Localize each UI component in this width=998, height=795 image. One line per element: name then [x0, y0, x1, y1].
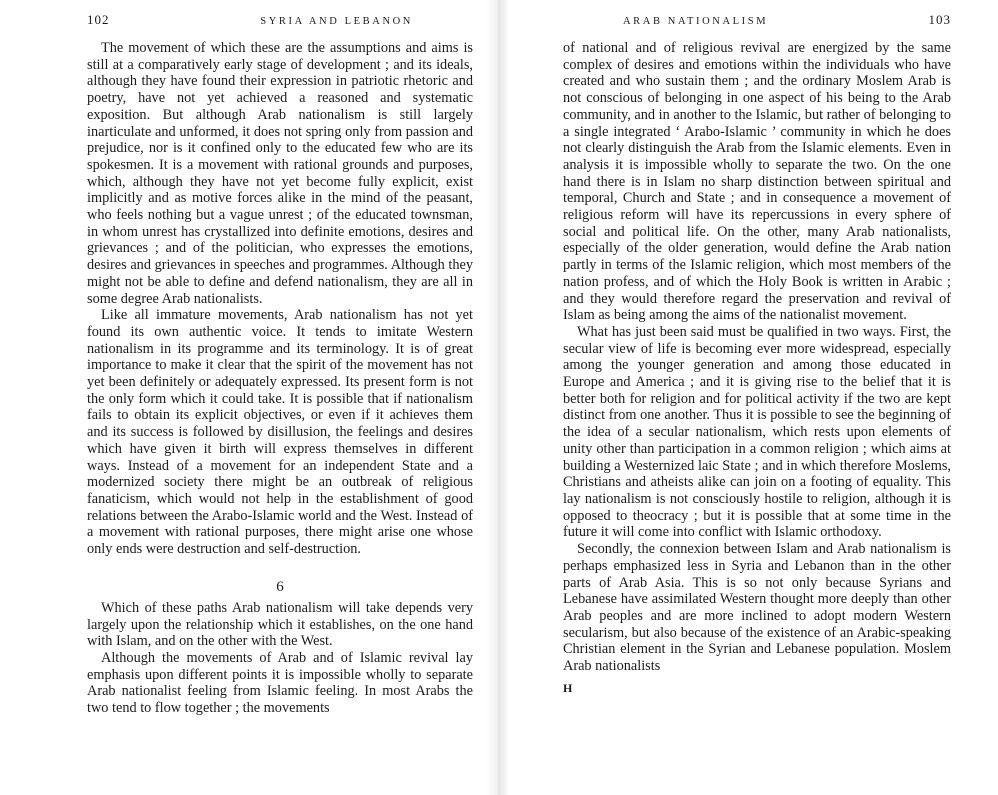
left-running-head — [87, 12, 473, 40]
left-page-number: 102 — [87, 12, 110, 27]
paragraph: Like all immature movements, Arab nationalism has not yet found its own authentic voice. It tends to imitate Western nationalism in its programme and its terminology. It is of great importance to make it clear that the spirit of the movement has not yet been definitely or adequately expressed. Its present form is not the only form which it could take. It is possible that if nationalism fails to obtain its explicit objectives, or even if it achieves them and its success is followed by disillusion, the feelings and desires which have given it birth will express themselves in different ways. Instead of a movement for an independent State and a modernized society there might be an outbreak of religious fanaticism, which would not help in the establishment of good relations between the Arabo-Islamic world and the West. Instead of a movement with rational purposes, there might arise one whose only ends were destruction and self-destruction. — [87, 307, 473, 558]
right-page-number: 103 — [928, 12, 951, 27]
section-number: 6 — [276, 578, 284, 595]
paragraph: Although the movements of Arab and of Islamic revival lay emphasis upon different points it is impossible wholly to separate Arab nationalist feeling from Islamic feeling. In most Arabs the two tend to flow together ; the movements — [87, 649, 473, 717]
right-running-head — [563, 12, 951, 40]
signature-mark: H — [563, 680, 574, 695]
paragraph: What has just been said must be qualified in two ways. First, the secular view of life is becoming ever more widespread, especially among the younger generation and among those educated in Europe and America ; and it is giving rise to the belief that it is better both for religion and for political activity if the two are kept distinct from one another. Thus it is possible to see the beginning of the idea of a secular nationalism, which rests upon elements of unity other than participation in a common religion ; which aims at building a Westernized laic State ; and in which therefore Moslems, Christians and atheists alike can join on a footing of equality. This lay nationalism is not consciously hostile to religion, although it is opposed to theocracy ; but it is possible that at some time in the future it will come into conflict with Islamic orthodoxy. — [563, 323, 951, 541]
right-page — [499, 0, 998, 795]
paragraph: of national and of religious revival are energized by the same complex of desires and emotions within the individuals who have created and who sustain them ; and the ordinary Moslem Arab is not conscious of belonging in one aspect of his being to the Arab community, and in another to the Islamic, but rather of belonging to a single integrated ‘ Arabo-Islamic ’ community in which he does not clearly distinguish the Arab from the Islamic elements. Even in analysis it is impossible wholly to separate the two. On the one hand there is in Islam no sharp distinction between spiritual and temporal, Church and State ; and in consequence a movement of religious reform will have its repercussions in every sphere of social and political life. On the other, many Arab nationalists, especially of the older generation, would define the Arab nation partly in terms of the Islamic religion, which most members of the nation profess, and of which the Holy Book is written in Arabic ; and they would therefore regard the preservation and revival of Islam as being among the aims of the nationalist movement. — [563, 40, 951, 324]
paragraph: The movement of which these are the assumptions and aims is still at a comparatively early stage of development ; and its ideals, although they have found their expression in patriotic rhetoric and poetry, have not yet achieved a reasoned and systematic exposition. But although Arab nationalism is still largely inarticulate and unformed, it does not spring only from passion and prejudice, nor is it confined only to the educated few who are its spokesmen. It is a movement with rational grounds and purposes, which, although they have not yet become fully explicit, exist implicitly and as motive forces alike in the mind of the peasant, who feels nothing but a vague unrest ; of the educated townsman, in whom unrest has crystallized into definite emotions, desires and grievances ; and of the politician, who expresses the emotions, desires and grievances in speeches and programmes. Although they might not be able to define and defend nationalism, they are all in some degree Arab nationalists. — [87, 40, 473, 307]
left-running-title: SYRIA AND LEBANON — [260, 16, 413, 27]
paragraph: Secondly, the connexion between Islam and Arab nationalism is perhaps emphasized less in Syria and Lebanon than in the other parts of Arab Asia. This is so not only because Syrians and Lebanese have assimilated Western thought more deeply than other Arab peoples and are more inclined to adopt modern Western secularism, but also because of the existence of an Arabic-speaking Christian element in the Syrian and Lebanese population. Moslem Arab nationalists — [563, 541, 951, 675]
right-running-title: ARAB NATIONALISM — [623, 16, 769, 27]
paragraph: Which of these paths Arab nationalism will take depends very largely upon the relationship which it establishes, on the one hand with Islam, and on the other with the West. — [87, 599, 473, 650]
